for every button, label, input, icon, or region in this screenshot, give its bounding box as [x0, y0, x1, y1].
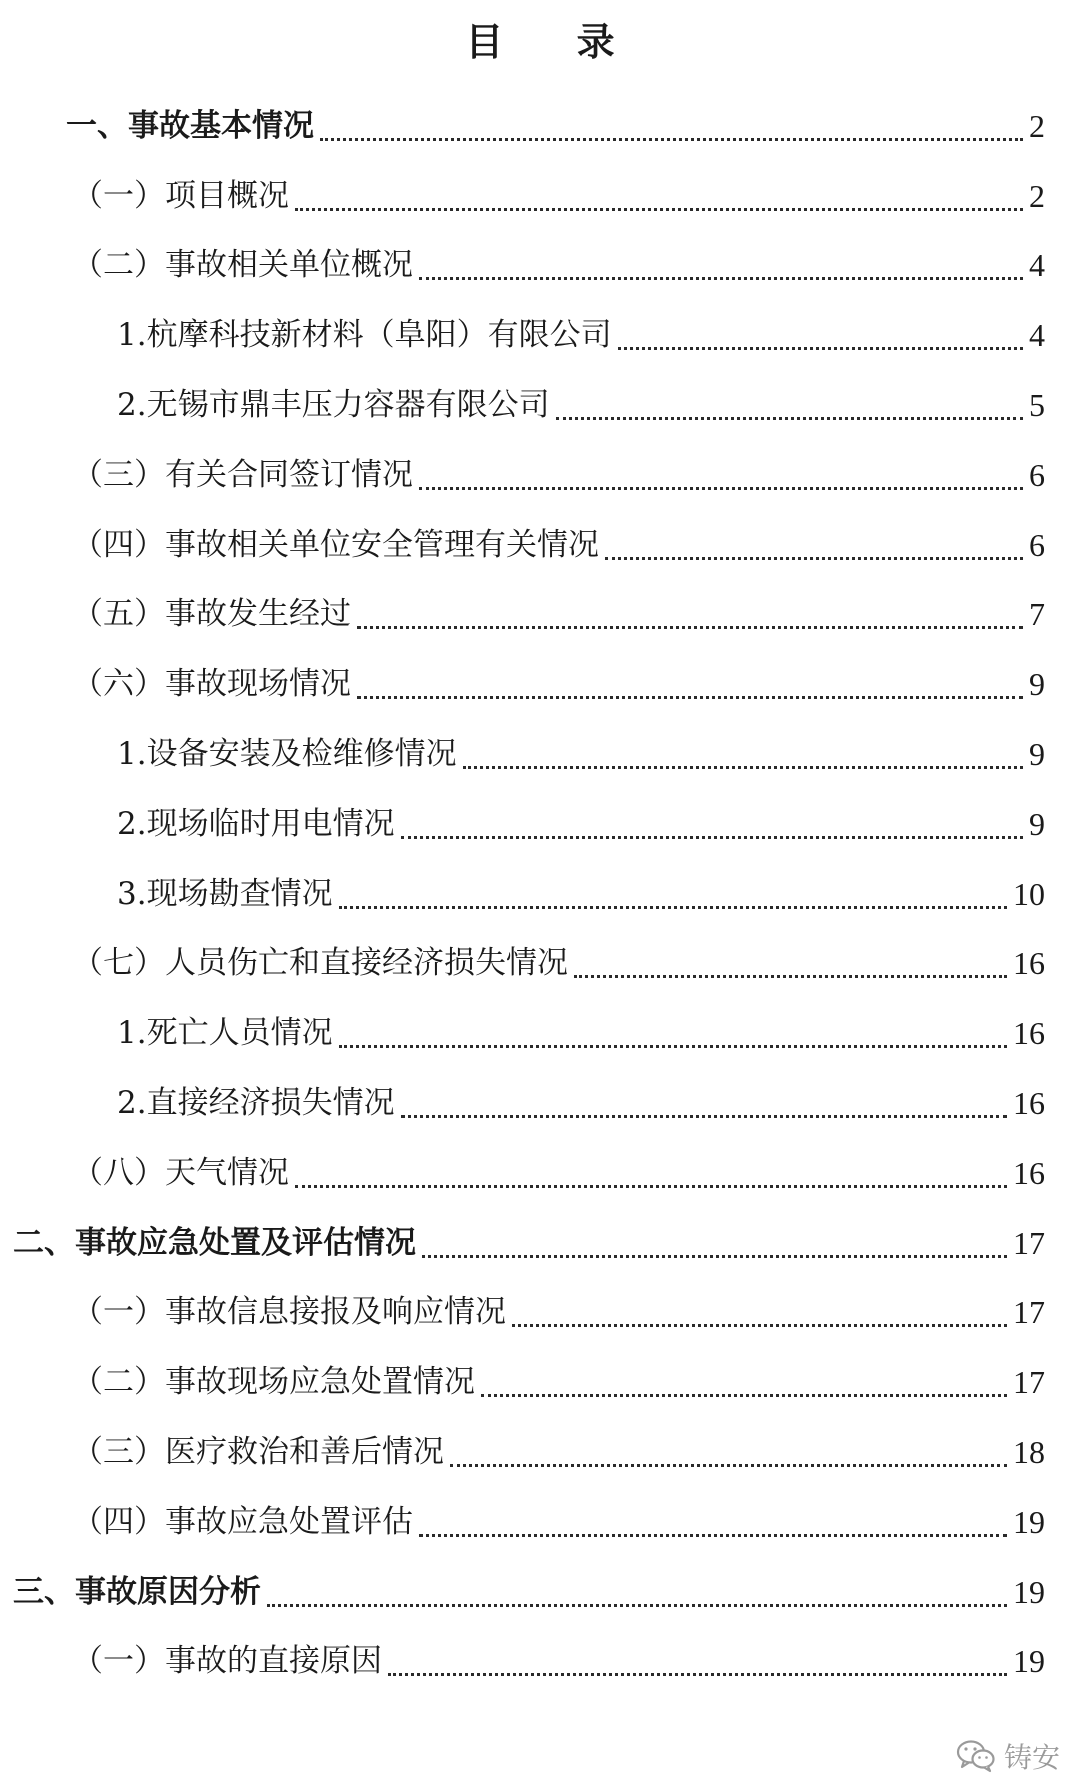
table-of-contents: [0, 91, 1080, 1696]
toc-entry-label: （八）天气情况: [72, 1154, 289, 1191]
toc-dot-leader: [388, 1673, 1007, 1676]
toc-entry-page-number: 5: [1029, 387, 1045, 424]
toc-entry-page-number: 4: [1029, 247, 1045, 284]
toc-dot-leader: [422, 1255, 1007, 1258]
toc-entry-page-number: 16: [1013, 1085, 1045, 1122]
toc-entry[interactable]: [0, 440, 1080, 510]
toc-entry-page-number: 7: [1029, 596, 1045, 633]
toc-entry-page-number: 16: [1013, 1015, 1045, 1052]
toc-entry-label: 3.现场勘查情况: [117, 875, 333, 912]
toc-entry-page-number: 19: [1013, 1643, 1045, 1680]
wechat-icon: [956, 1739, 996, 1773]
toc-entry-label: 2.直接经济损失情况: [117, 1085, 395, 1122]
toc-entry-page-number: 10: [1013, 875, 1045, 912]
toc-entry[interactable]: [0, 789, 1080, 859]
toc-entry[interactable]: [0, 1417, 1080, 1487]
toc-entry-label: 1.死亡人员情况: [117, 1015, 333, 1052]
toc-dot-leader: [267, 1604, 1007, 1607]
toc-entry[interactable]: [0, 91, 1080, 161]
toc-dot-leader: [401, 836, 1023, 839]
toc-entry-label: （一）项目概况: [72, 177, 289, 214]
toc-dot-leader: [295, 1185, 1007, 1188]
toc-entry[interactable]: [0, 161, 1080, 231]
toc-entry[interactable]: [0, 370, 1080, 440]
toc-dot-leader: [320, 138, 1023, 141]
toc-entry-page-number: 2: [1029, 177, 1045, 214]
toc-entry-label: （三）医疗救治和善后情况: [72, 1434, 444, 1471]
toc-entry[interactable]: [0, 1347, 1080, 1417]
toc-dot-leader: [574, 975, 1007, 978]
toc-dot-leader: [419, 277, 1023, 280]
toc-entry-page-number: 17: [1013, 1224, 1045, 1261]
toc-entry-label: （六）事故现场情况: [72, 666, 351, 703]
toc-entry-label: 三、事故原因分析: [13, 1573, 261, 1610]
toc-dot-leader: [339, 906, 1007, 909]
toc-entry[interactable]: [0, 998, 1080, 1068]
toc-entry-label: （二）事故相关单位概况: [72, 247, 413, 284]
toc-entry[interactable]: [0, 300, 1080, 370]
toc-dot-leader: [339, 1045, 1007, 1048]
toc-dot-leader: [512, 1324, 1007, 1327]
toc-entry[interactable]: [0, 1138, 1080, 1208]
toc-entry[interactable]: [0, 510, 1080, 580]
toc-entry[interactable]: [0, 580, 1080, 650]
watermark: [956, 1736, 1060, 1776]
toc-entry-page-number: 19: [1013, 1503, 1045, 1540]
toc-entry-label: （七）人员伤亡和直接经济损失情况: [72, 945, 568, 982]
toc-entry-label: 2.现场临时用电情况: [117, 805, 395, 842]
toc-entry[interactable]: [0, 1487, 1080, 1557]
toc-entry-label: 二、事故应急处置及评估情况: [13, 1224, 416, 1261]
toc-entry-page-number: 16: [1013, 1154, 1045, 1191]
toc-dot-leader: [605, 557, 1023, 560]
toc-dot-leader: [618, 347, 1023, 350]
toc-dot-leader: [419, 487, 1023, 490]
toc-entry-page-number: 9: [1029, 666, 1045, 703]
toc-entry-page-number: 17: [1013, 1364, 1045, 1401]
toc-entry-page-number: 19: [1013, 1573, 1045, 1610]
toc-entry-label: （一）事故信息接报及响应情况: [72, 1294, 506, 1331]
page-title: 目 录: [465, 19, 645, 64]
toc-entry-label: 1.杭摩科技新材料（阜阳）有限公司: [117, 317, 612, 354]
toc-entry-page-number: 18: [1013, 1434, 1045, 1471]
toc-entry[interactable]: [0, 1627, 1080, 1697]
toc-entry-label: （四）事故相关单位安全管理有关情况: [72, 526, 599, 563]
toc-entry-page-number: 16: [1013, 945, 1045, 982]
toc-entry-label: （一）事故的直接原因: [72, 1643, 382, 1680]
toc-entry[interactable]: [0, 1068, 1080, 1138]
toc-entry-label: （三）有关合同签订情况: [72, 456, 413, 493]
toc-entry-label: 1.设备安装及检维修情况: [117, 736, 457, 773]
toc-entry-page-number: 6: [1029, 456, 1045, 493]
toc-dot-leader: [450, 1464, 1007, 1467]
toc-entry-page-number: 4: [1029, 317, 1045, 354]
toc-entry[interactable]: [0, 649, 1080, 719]
toc-entry-page-number: 17: [1013, 1294, 1045, 1331]
watermark-text: 铸安: [1003, 1741, 1060, 1774]
toc-dot-leader: [401, 1115, 1007, 1118]
toc-entry[interactable]: [0, 1278, 1080, 1348]
toc-entry-label: 一、事故基本情况: [66, 107, 314, 144]
toc-entry-label: 2.无锡市鼎丰压力容器有限公司: [117, 387, 550, 424]
toc-entry-page-number: 2: [1029, 107, 1045, 144]
toc-entry[interactable]: [0, 1208, 1080, 1278]
toc-dot-leader: [357, 696, 1023, 699]
toc-entry-label: （四）事故应急处置评估: [72, 1503, 413, 1540]
toc-entry-page-number: 6: [1029, 526, 1045, 563]
toc-dot-leader: [463, 766, 1023, 769]
toc-entry[interactable]: [0, 1557, 1080, 1627]
toc-entry-page-number: 9: [1029, 805, 1045, 842]
toc-entry[interactable]: [0, 859, 1080, 929]
toc-entry-page-number: 9: [1029, 736, 1045, 773]
toc-dot-leader: [357, 626, 1023, 629]
toc-dot-leader: [295, 208, 1023, 211]
toc-dot-leader: [481, 1394, 1007, 1397]
toc-entry-label: （五）事故发生经过: [72, 596, 351, 633]
toc-dot-leader: [419, 1534, 1007, 1537]
toc-dot-leader: [556, 417, 1023, 420]
toc-entry[interactable]: [0, 719, 1080, 789]
toc-entry[interactable]: [0, 231, 1080, 301]
toc-entry-label: （二）事故现场应急处置情况: [72, 1364, 475, 1401]
toc-entry[interactable]: [0, 929, 1080, 999]
